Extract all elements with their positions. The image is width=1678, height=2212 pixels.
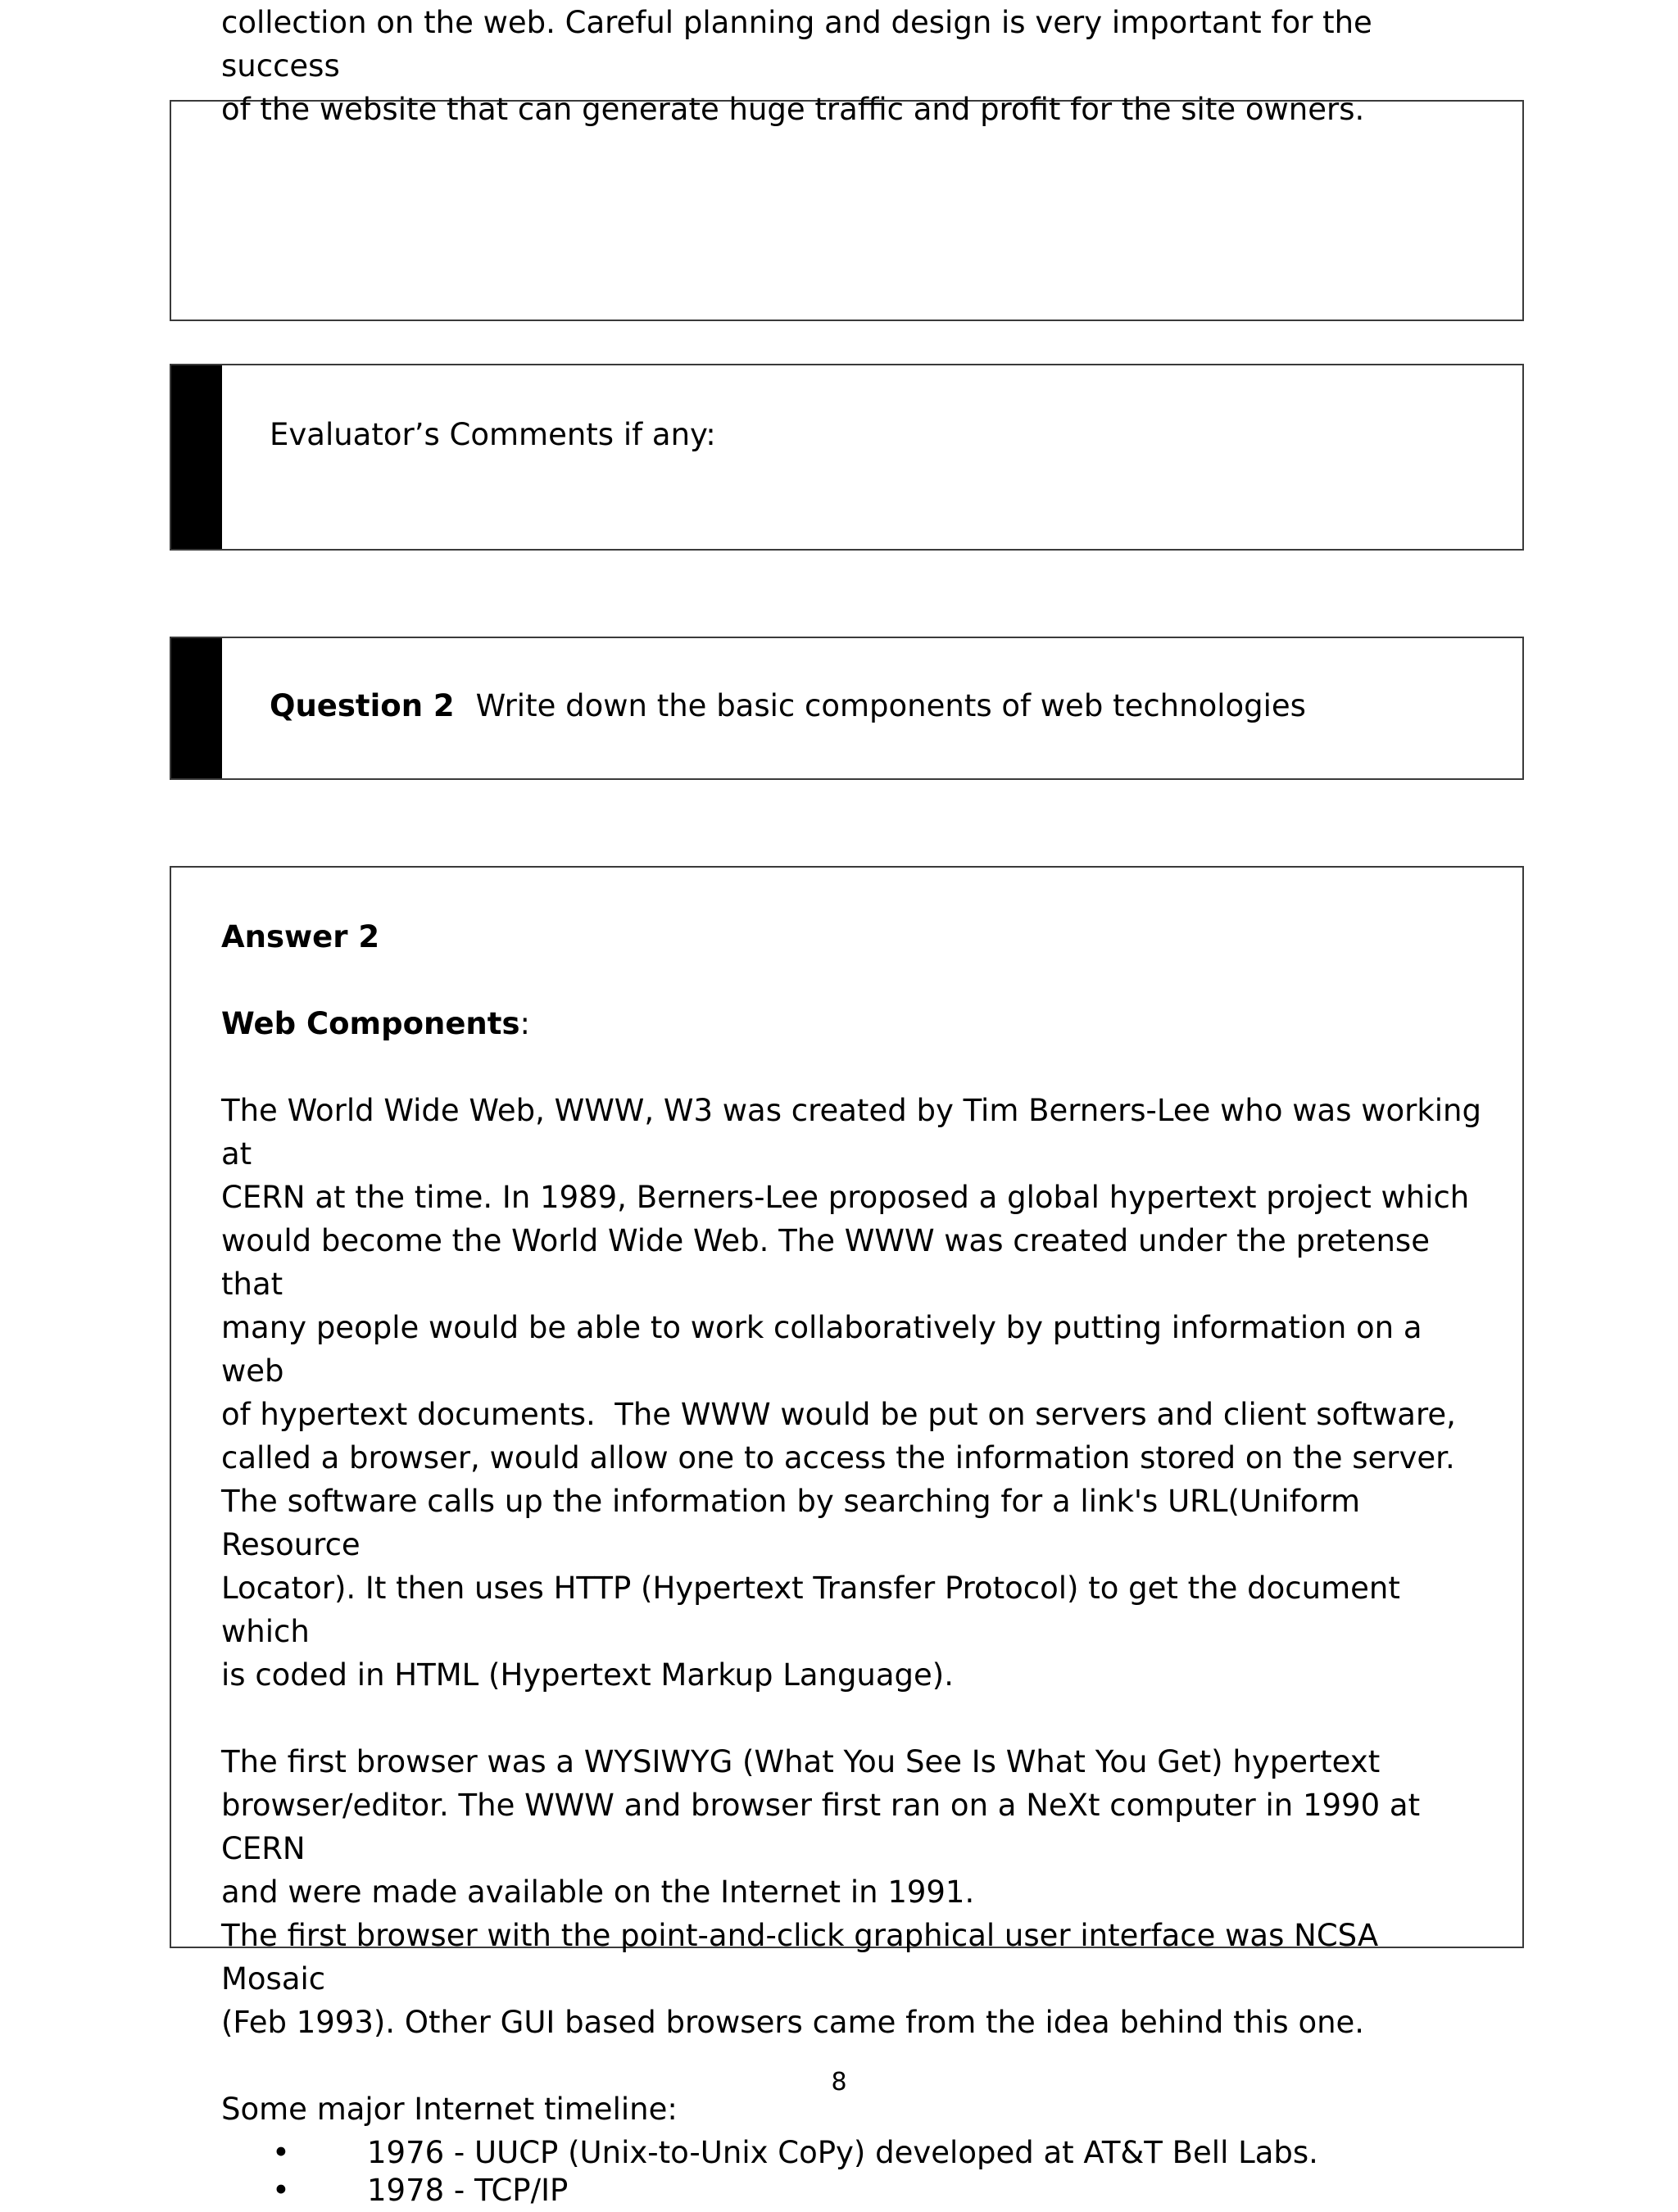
timeline-item [221,2169,1481,2206]
timeline-list [221,2131,1481,2206]
question-text: Write down the basic components of web technologies [475,688,1306,723]
question-label: Question 2 [270,688,455,723]
answer-box [170,866,1524,2208]
question-box [170,637,1524,780]
answer-subheading-label: Web Components [221,1006,520,1041]
evaluator-comments-label: Evaluator’s Comments if any: [270,417,716,452]
answer-paragraph-2: The first browser was a WYSIWYG (What You See Is What You Get) hypertext browser/editor. The WWW and browser first ran on a NeXt computer in 1990 at CERN and were made available on the Internet in 1991. The first browser with the point-and-click graphical user interface was NCSA Mosaic (Feb 1993). Other GUI based browsers came from the idea behind this one. [221,1744,1421,2040]
timeline-item [221,2131,1481,2169]
timeline-item-text: 1978 - TCP/IP [367,2173,569,2208]
answer-subheading [221,1002,1481,1045]
page-number: 8 [831,2068,847,2096]
bullet-icon: • [272,2173,290,2208]
answer-continuation-text: collection on the web. Careful planning and design is very important for the success of the website that can generate huge traffic and profit for the site owners. [221,5,1372,127]
answer-content [221,915,1481,2206]
timeline-intro: Some major Internet timeline: [221,2092,678,2127]
answer-continuation-box [170,5,1524,321]
answer-paragraph-1: The World Wide Web, WWW, W3 was created by Tim Berners-Lee who was working at CERN at the time. In 1989, Berners-Lee proposed a global hypertext project which would become the World Wide Web. The WWW was created under the pretense that many people would be able to work collaboratively by putting information on a web of hypertext documents. The WWW would be put on servers and client software, called a browser, would allow one to access the information stored on the server. The software calls up the information by searching for a link's URL(Uniform Resource Locator). It then uses HTTP (Hypertext Transfer Protocol) to get the document which is coded in HTML (Hypertext Markup Language). [221,1093,1481,1693]
answer-subheading-colon: : [519,1006,530,1041]
timeline-item-text: 1976 - UUCP (Unix-to-Unix CoPy) developed at AT&T Bell Labs. [367,2135,1318,2170]
bullet-icon: • [272,2135,290,2170]
evaluator-comments-box [170,364,1524,551]
answer-heading: Answer 2 [221,919,380,954]
question [270,684,1306,728]
